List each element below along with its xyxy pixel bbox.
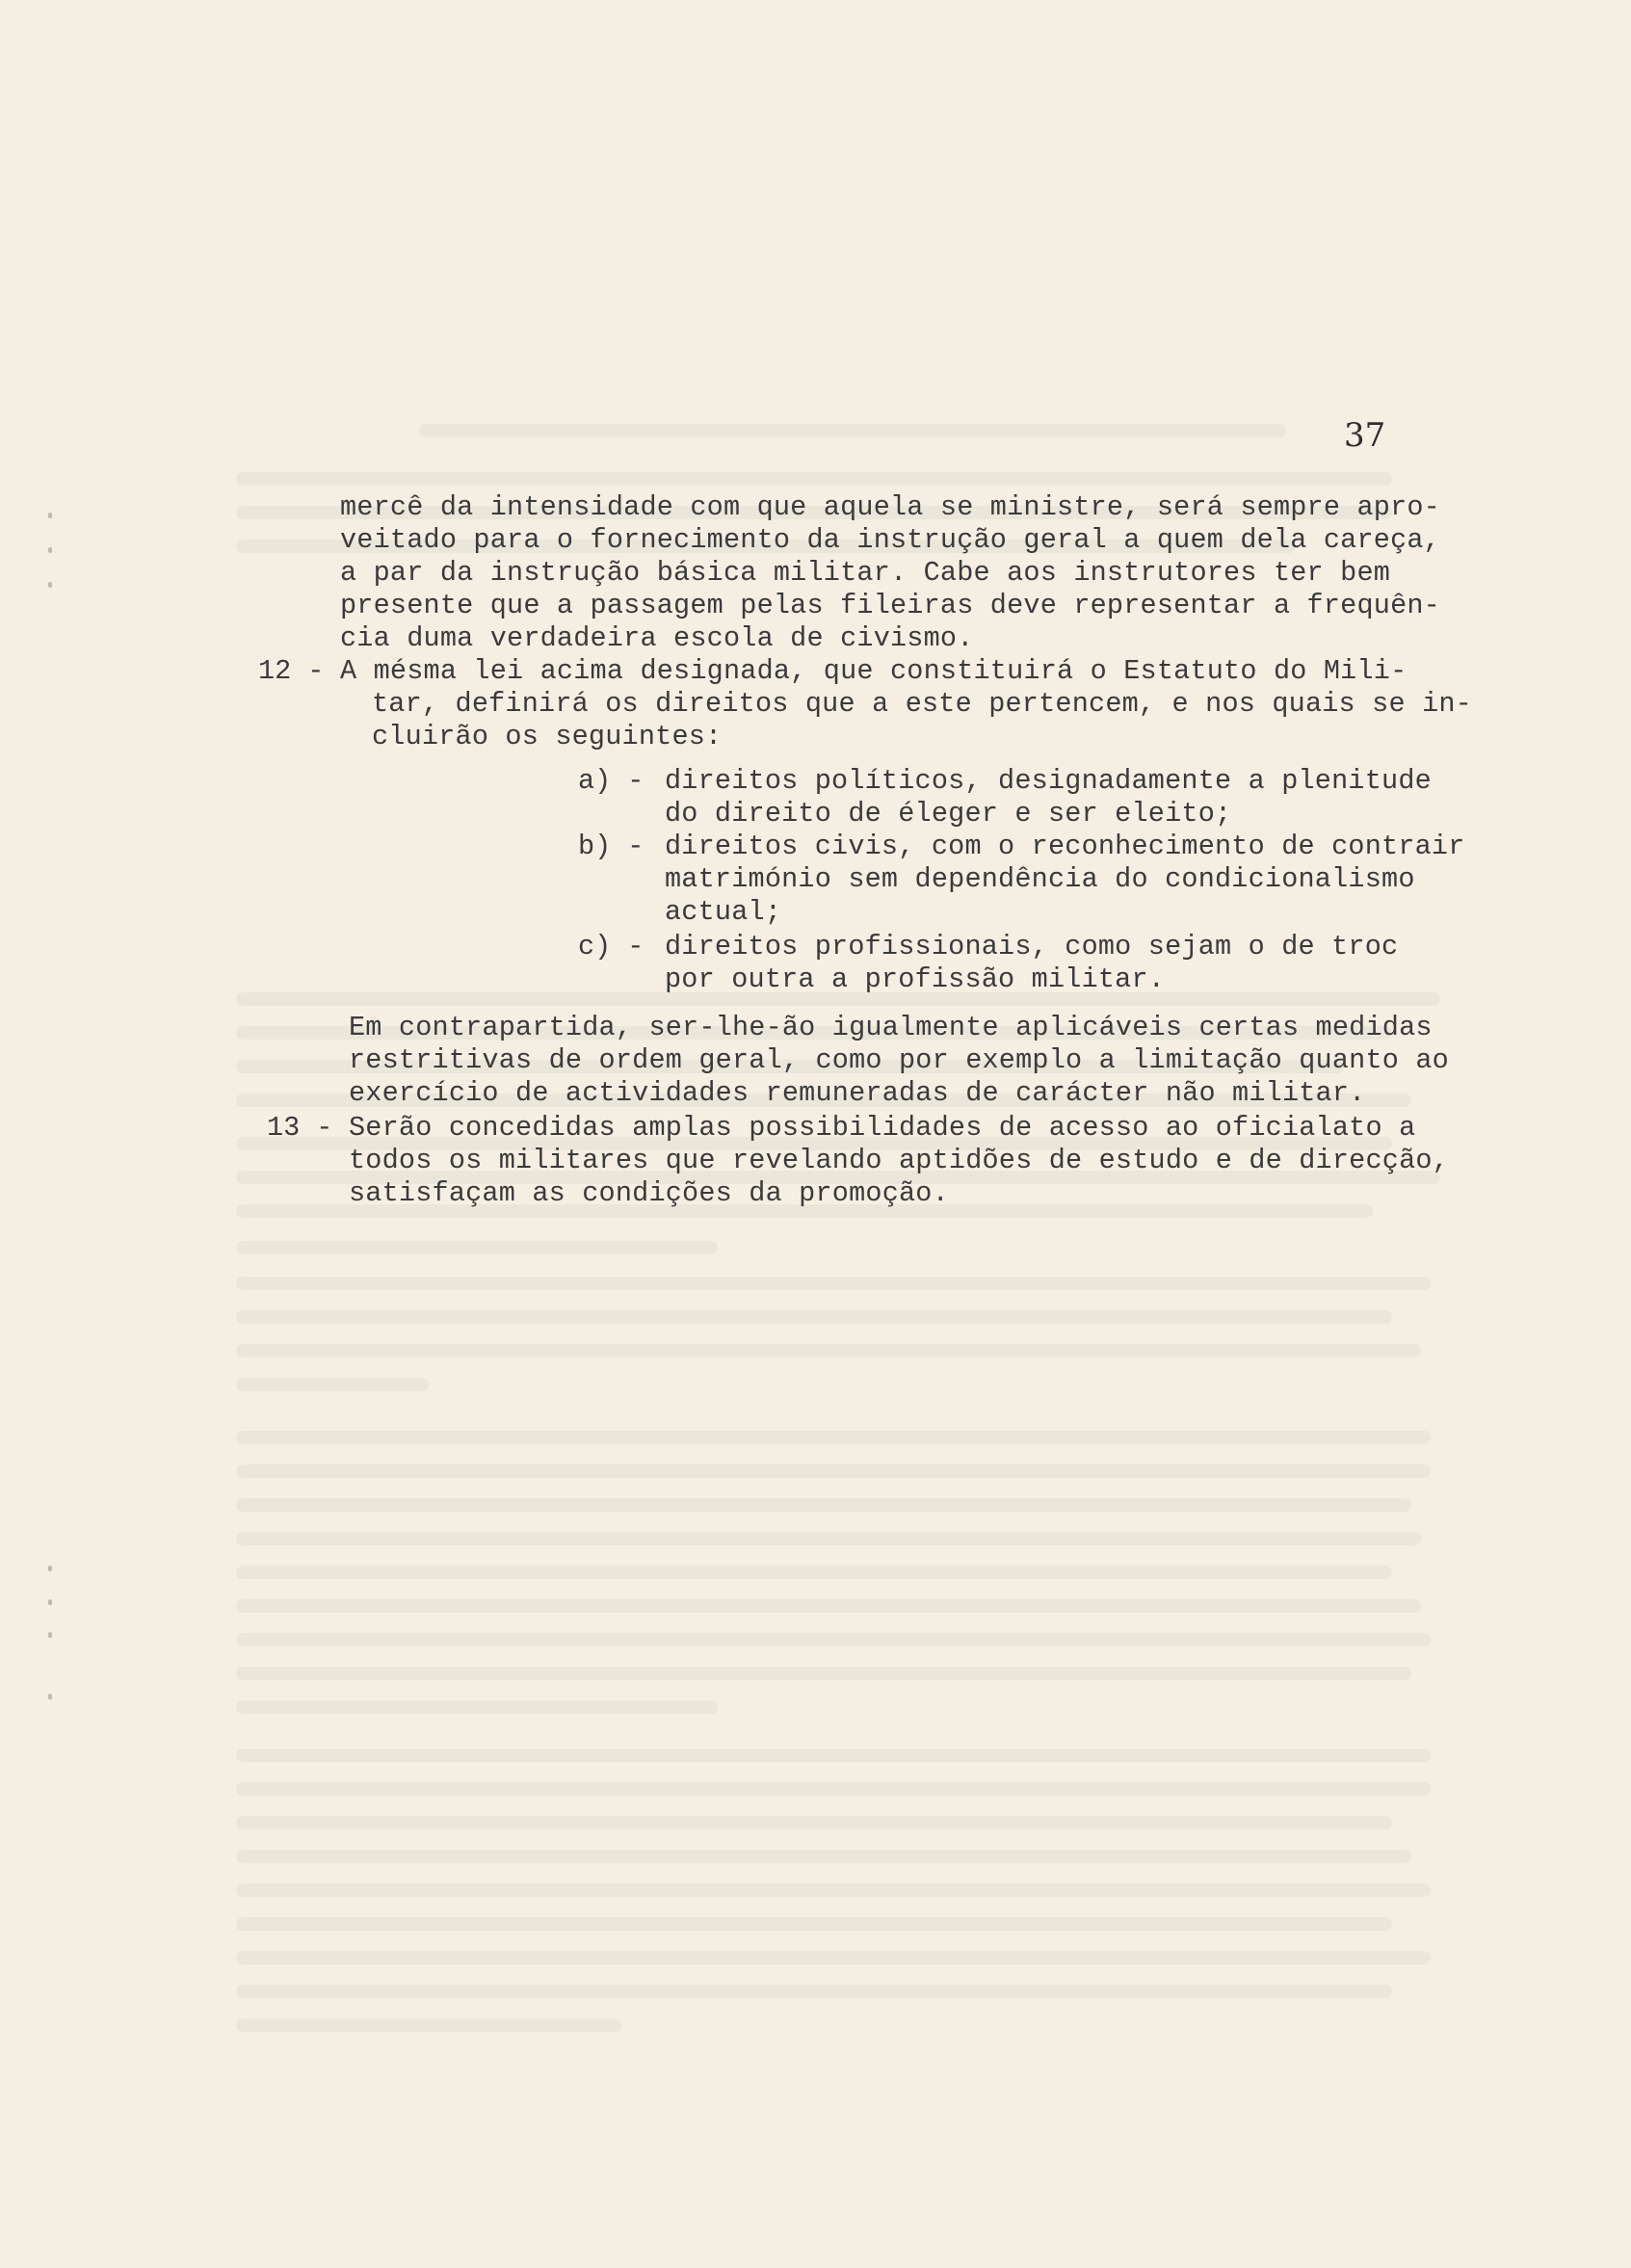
body-line: exercício de actividades remuneradas de carácter não militar.: [349, 1077, 1366, 1109]
bleed-line: [236, 1277, 1431, 1290]
bleed-line: [419, 424, 1286, 437]
page-number: 37: [1344, 416, 1386, 455]
bleed-line: [236, 1566, 1392, 1579]
bleed-line: [236, 1701, 718, 1714]
bleed-line: [236, 1850, 1411, 1863]
body-line: direitos civis, com o reconhecimento de contrair: [665, 831, 1465, 862]
body-line: matrimónio sem dependência do condicionalismo: [665, 863, 1415, 895]
edge-mark: [48, 1694, 52, 1700]
edge-mark: [48, 1566, 52, 1571]
body-line: cluirão os seguintes:: [372, 721, 723, 752]
body-line: Serão concedidas amplas possibilidades de acesso ao oficialato a: [349, 1112, 1416, 1144]
bleed-line: [236, 1431, 1431, 1444]
body-line: restritivas de ordem geral, como por exemplo a limitação quanto ao: [349, 1044, 1449, 1076]
body-line: satisfaçam as condições da promoção.: [349, 1177, 949, 1209]
body-line: Em contrapartida, ser-lhe-ão igualmente aplicáveis certas medidas: [349, 1012, 1433, 1043]
subitem-label: b) -: [578, 831, 645, 862]
body-line: presente que a passagem pelas fileiras deve representar a frequên-: [340, 590, 1440, 621]
body-line: direitos profissionais, como sejam o de troc: [665, 931, 1399, 963]
bleed-line: [236, 1985, 1392, 1998]
bleed-line: [236, 1816, 1392, 1830]
bleed-line: [236, 1498, 1411, 1512]
body-line: veitado para o fornecimento da instrução geral a quem dela careça,: [340, 524, 1440, 556]
bleed-line: [236, 1599, 1421, 1613]
body-line: do direito de éleger e ser eleito;: [665, 798, 1232, 830]
body-line: por outra a profissão militar.: [665, 963, 1166, 995]
edge-mark: [48, 1599, 52, 1605]
body-line: a par da instrução básica militar. Cabe aos instrutores ter bem: [340, 557, 1391, 589]
item-number: 12 -: [258, 655, 325, 687]
bleed-line: [236, 1464, 1431, 1478]
bleed-line: [236, 1344, 1421, 1358]
bleed-line: [236, 1310, 1392, 1324]
subitem-label: a) -: [578, 765, 645, 797]
bleed-line: [236, 1951, 1431, 1965]
bleed-line: [236, 1917, 1392, 1931]
edge-mark: [48, 582, 52, 588]
edge-mark: [48, 1632, 52, 1638]
body-line: cia duma verdadeira escola de civismo.: [340, 622, 974, 654]
bleed-line: [236, 1782, 1431, 1796]
bleed-line: [236, 1378, 429, 1391]
item-number: 13 -: [267, 1112, 333, 1144]
body-line: actual;: [665, 896, 782, 928]
edge-mark: [48, 547, 52, 553]
edge-mark: [48, 513, 52, 518]
bleed-line: [236, 1749, 1431, 1762]
body-line: todos os militares que revelando aptidões de estudo e de direcção,: [349, 1145, 1449, 1176]
body-line: tar, definirá os direitos que a este pertencem, e nos quais se in-: [372, 688, 1472, 720]
bleed-line: [236, 2018, 621, 2032]
subitem-label: c) -: [578, 931, 645, 963]
bleed-line: [236, 1241, 718, 1254]
body-line: mercê da intensidade com que aquela se ministre, será sempre apro-: [340, 491, 1440, 523]
bleed-line: [236, 1532, 1421, 1545]
bleed-line: [236, 472, 1392, 486]
bleed-line: [236, 1667, 1411, 1680]
body-line: direitos políticos, designadamente a plenitude: [665, 765, 1432, 797]
bleed-line: [236, 1633, 1431, 1647]
bleed-line: [236, 1884, 1431, 1897]
body-line: A mésma lei acima designada, que constituirá o Estatuto do Mili-: [340, 655, 1407, 687]
